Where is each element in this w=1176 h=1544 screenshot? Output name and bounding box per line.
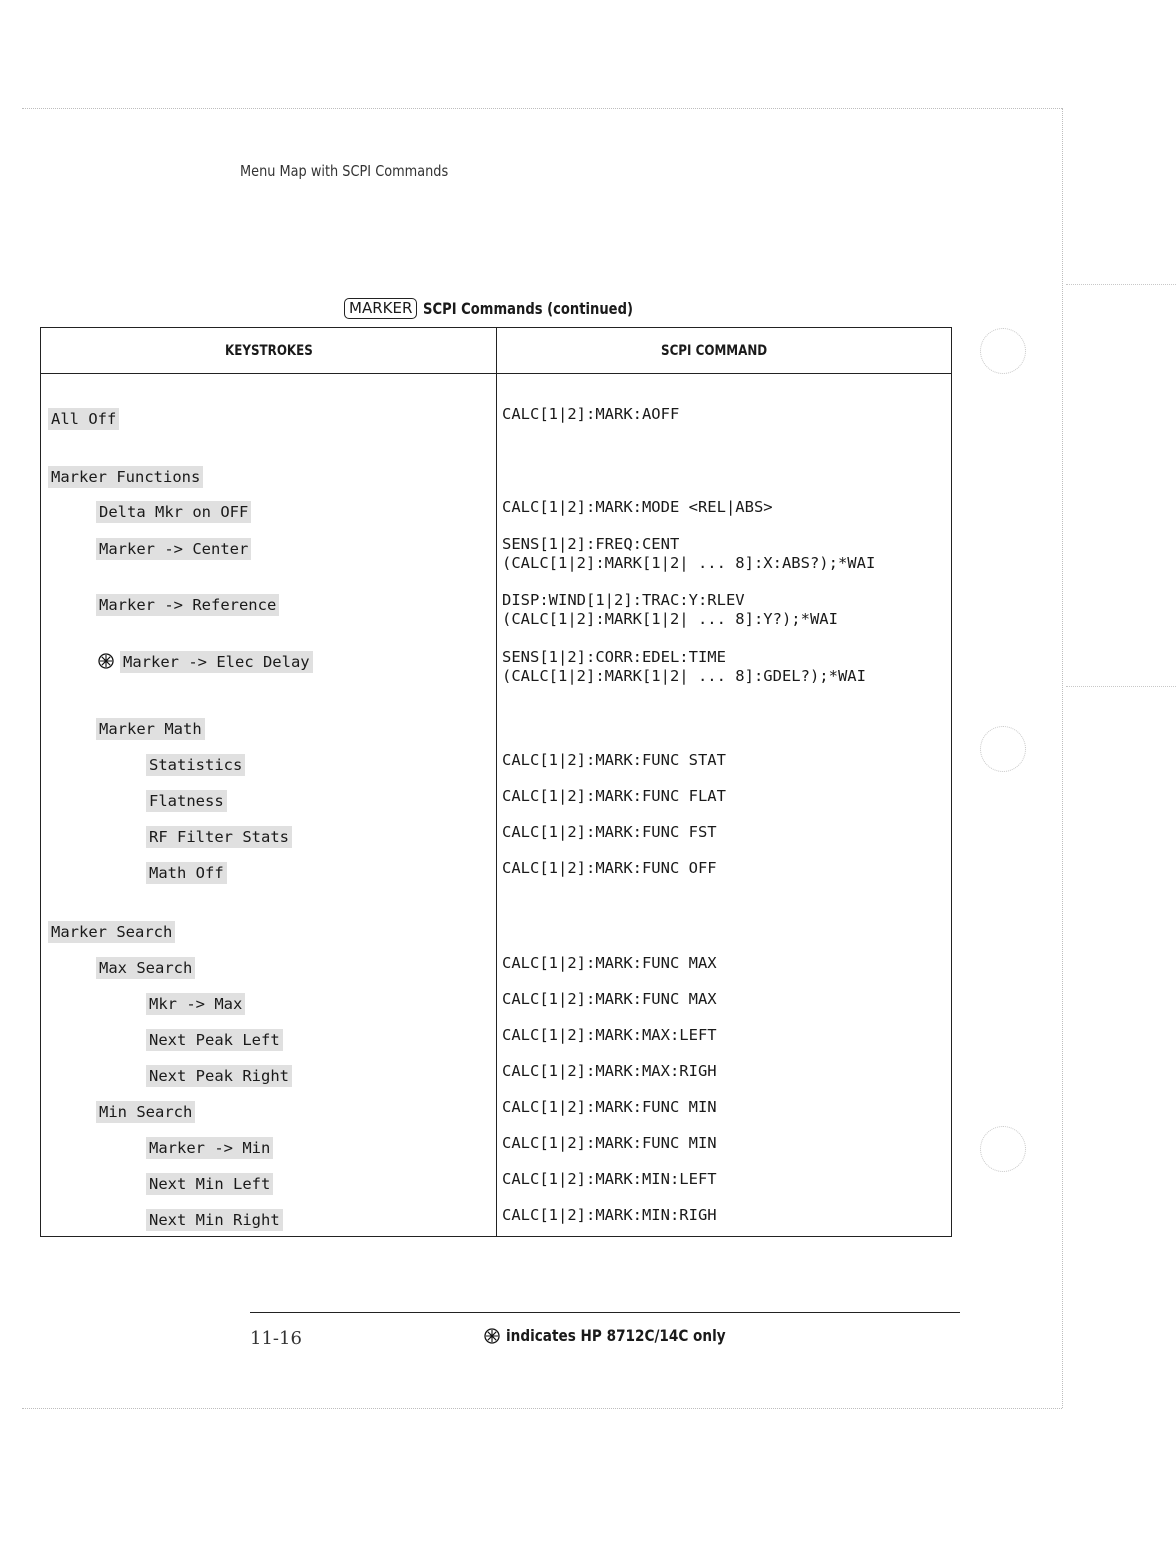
keystroke-cell	[148, 756, 243, 775]
scpi-command-table	[40, 327, 952, 1237]
softkey-label: Marker Math	[99, 720, 202, 738]
keystroke-cell	[148, 1031, 281, 1050]
scpi-command-text: CALC[1|2]:MARK:MIN:RIGH	[502, 1206, 717, 1224]
scpi-command-cell	[502, 1062, 717, 1081]
softkey-label: Marker Functions	[51, 468, 201, 486]
marker-key-label: MARKER	[344, 298, 417, 319]
scpi-command-header: SCPI COMMAND	[661, 343, 768, 359]
softkey-label: Flatness	[149, 792, 224, 810]
scpi-command-cell	[502, 535, 875, 573]
keystroke-cell	[148, 1139, 271, 1158]
keystroke-cell	[98, 596, 277, 615]
softkey-label: Marker -> Elec Delay	[123, 653, 310, 671]
page-edge-bottom	[22, 1408, 1062, 1409]
softkey-label: Max Search	[99, 959, 193, 977]
punch-hole	[980, 328, 1026, 374]
header-rule	[41, 373, 951, 374]
softkey-label: Mkr -> Max	[149, 995, 243, 1013]
softkey-label: Next Min Right	[149, 1211, 280, 1229]
hp-only-icon	[484, 1328, 500, 1344]
scpi-command-text: CALC[1|2]:MARK:FUNC MIN	[502, 1134, 717, 1152]
punch-hole	[980, 1126, 1026, 1172]
page-edge-top	[22, 108, 1062, 109]
scpi-command-cell	[502, 1098, 717, 1117]
page-number: 11-16	[250, 1328, 302, 1349]
keystroke-cell	[148, 995, 243, 1014]
keystroke-cell	[148, 792, 225, 811]
column-divider	[496, 328, 497, 1236]
scpi-command-cell	[502, 1134, 717, 1153]
softkey-label: Math Off	[149, 864, 224, 882]
scpi-command-text: CALC[1|2]:MARK:MAX:LEFT	[502, 1026, 717, 1044]
scpi-command-query: (CALC[1|2]:MARK[1|2| ... 8]:X:ABS?);*WAI	[502, 554, 876, 572]
scpi-command-text: CALC[1|2]:MARK:FUNC MIN	[502, 1098, 717, 1116]
scpi-command-cell	[502, 405, 679, 424]
scpi-command-cell	[502, 787, 726, 806]
scpi-command-cell	[502, 954, 717, 973]
softkey-label: All Off	[51, 410, 117, 428]
scpi-command-text: CALC[1|2]:MARK:MIN:LEFT	[502, 1170, 717, 1188]
scpi-command-text: CALC[1|2]:MARK:FUNC FLAT	[502, 787, 726, 805]
footer-rule	[250, 1312, 960, 1313]
softkey-label: Statistics	[149, 756, 243, 774]
scpi-command-cell	[502, 990, 717, 1009]
scpi-command-cell	[502, 823, 717, 842]
scpi-command-text: CALC[1|2]:MARK:AOFF	[502, 405, 680, 423]
scpi-command-query: (CALC[1|2]:MARK[1|2| ... 8]:Y?);*WAI	[502, 610, 838, 628]
scpi-command-text: CALC[1|2]:MARK:FUNC MAX	[502, 954, 717, 972]
keystroke-cell	[98, 540, 249, 559]
scpi-command-cell	[502, 859, 717, 878]
softkey-label: Min Search	[99, 1103, 193, 1121]
punch-hole	[980, 726, 1026, 772]
scpi-command-cell	[502, 648, 866, 686]
keystrokes-header: KEYSTROKES	[225, 343, 313, 359]
scpi-command-query: (CALC[1|2]:MARK[1|2| ... 8]:GDEL?);*WAI	[502, 667, 866, 685]
keystroke-cell	[98, 720, 203, 739]
scpi-command-text: CALC[1|2]:MARK:FUNC MAX	[502, 990, 717, 1008]
scpi-command-text: CALC[1|2]:MARK:FUNC OFF	[502, 859, 717, 877]
scpi-command-cell	[502, 1026, 717, 1045]
keystroke-cell	[148, 1211, 281, 1230]
keystroke-cell	[148, 1067, 290, 1086]
keystroke-cell	[98, 503, 249, 522]
keystroke-cell	[50, 410, 117, 429]
page-edge-right	[1062, 108, 1063, 1408]
keystroke-cell	[50, 923, 173, 942]
table-title	[344, 298, 679, 319]
footer-note	[484, 1326, 764, 1345]
keystroke-cell	[148, 864, 225, 883]
scpi-command-text: CALC[1|2]:MARK:MODE <REL|ABS>	[502, 498, 773, 516]
keystroke-cell	[148, 1175, 271, 1194]
softkey-label: Marker -> Center	[99, 540, 249, 558]
scpi-command-cell	[502, 1206, 717, 1225]
scpi-command-cell	[502, 591, 838, 629]
table-title-text: SCPI Commands (continued)	[423, 299, 634, 318]
keystroke-cell	[98, 1103, 193, 1122]
softkey-label: Marker -> Reference	[99, 596, 277, 614]
softkey-label: Next Min Left	[149, 1175, 271, 1193]
scpi-command-text: SENS[1|2]:CORR:EDEL:TIME	[502, 648, 726, 666]
scpi-command-text: CALC[1|2]:MARK:FUNC FST	[502, 823, 717, 841]
keystroke-cell	[98, 959, 193, 978]
scpi-command-text: SENS[1|2]:FREQ:CENT	[502, 535, 680, 553]
keystroke-cell	[148, 828, 290, 847]
edge-mark	[1066, 686, 1176, 687]
softkey-label: Marker Search	[51, 923, 173, 941]
keystroke-cell	[50, 468, 201, 487]
scpi-command-cell	[502, 751, 726, 770]
edge-mark	[1066, 284, 1176, 285]
scpi-command-text: CALC[1|2]:MARK:MAX:RIGH	[502, 1062, 717, 1080]
softkey-label: Next Peak Left	[149, 1031, 280, 1049]
hp-only-icon	[98, 653, 114, 669]
running-head: Menu Map with SCPI Commands	[240, 162, 449, 180]
scpi-command-cell	[502, 1170, 717, 1189]
softkey-label: Delta Mkr on OFF	[99, 503, 249, 521]
keystroke-cell	[98, 653, 311, 672]
softkey-label: RF Filter Stats	[149, 828, 289, 846]
scpi-command-text: DISP:WIND[1|2]:TRAC:Y:RLEV	[502, 591, 745, 609]
scpi-command-text: CALC[1|2]:MARK:FUNC STAT	[502, 751, 726, 769]
softkey-label: Next Peak Right	[149, 1067, 289, 1085]
softkey-label: Marker -> Min	[149, 1139, 271, 1157]
footer-note-text: indicates HP 8712C/14C only	[506, 1326, 726, 1345]
scpi-command-cell	[502, 498, 773, 517]
